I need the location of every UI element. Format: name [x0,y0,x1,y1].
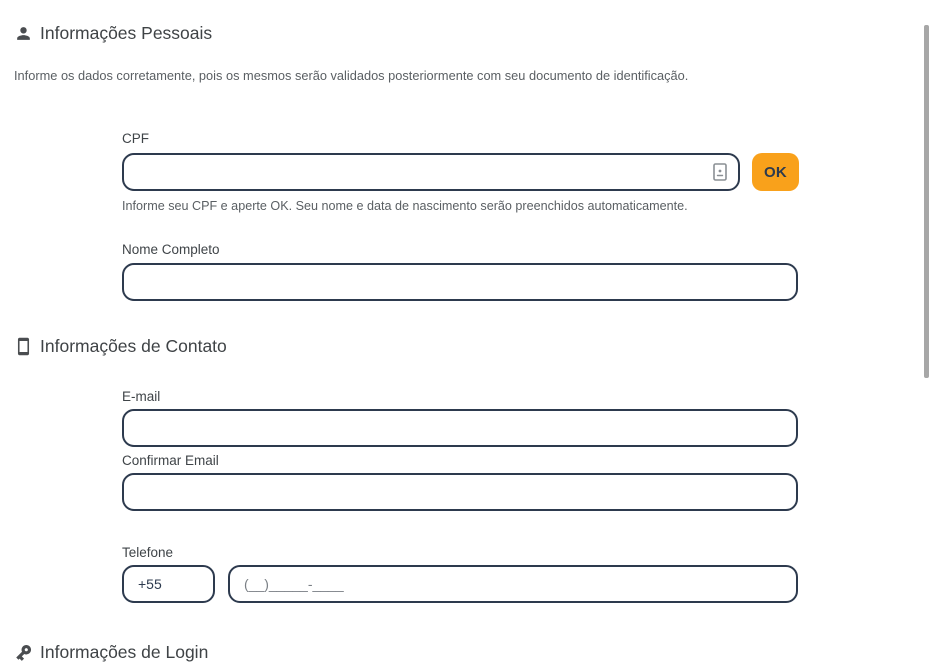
id-card-icon [712,162,728,182]
vertical-scrollbar-thumb[interactable] [924,25,929,378]
nome-completo-label: Nome Completo [122,242,220,257]
key-icon [14,643,33,662]
cpf-input-wrap [122,153,740,191]
section-header-login [14,641,918,663]
confirm-email-label: Confirmar Email [122,453,219,468]
section-title-contact: Informações de Contato [40,335,227,356]
cpf-input[interactable] [122,153,740,191]
person-icon [14,24,33,43]
section-title-login: Informações de Login [40,641,209,662]
phone-number-input[interactable] [228,565,798,603]
nome-completo-input[interactable] [122,263,798,301]
email-input[interactable] [122,409,798,447]
section-title-personal: Informações Pessoais [40,22,213,43]
personal-section-description: Informe os dados corretamente, pois os mesmos serão validados posteriormente com seu documento de identificação. [14,68,689,83]
section-header-contact [14,335,918,357]
country-code-input[interactable] [122,565,215,603]
confirm-email-input[interactable] [122,473,798,511]
smartphone-icon [14,337,33,356]
cpf-ok-button[interactable]: OK [752,153,799,191]
cpf-helper-text: Informe seu CPF e aperte OK. Seu nome e data de nascimento serão preenchidos automaticamente. [122,199,688,213]
telefone-label: Telefone [122,545,174,560]
email-label: E-mail [122,389,161,404]
section-header-personal [14,22,918,44]
cpf-label: CPF [122,131,149,146]
